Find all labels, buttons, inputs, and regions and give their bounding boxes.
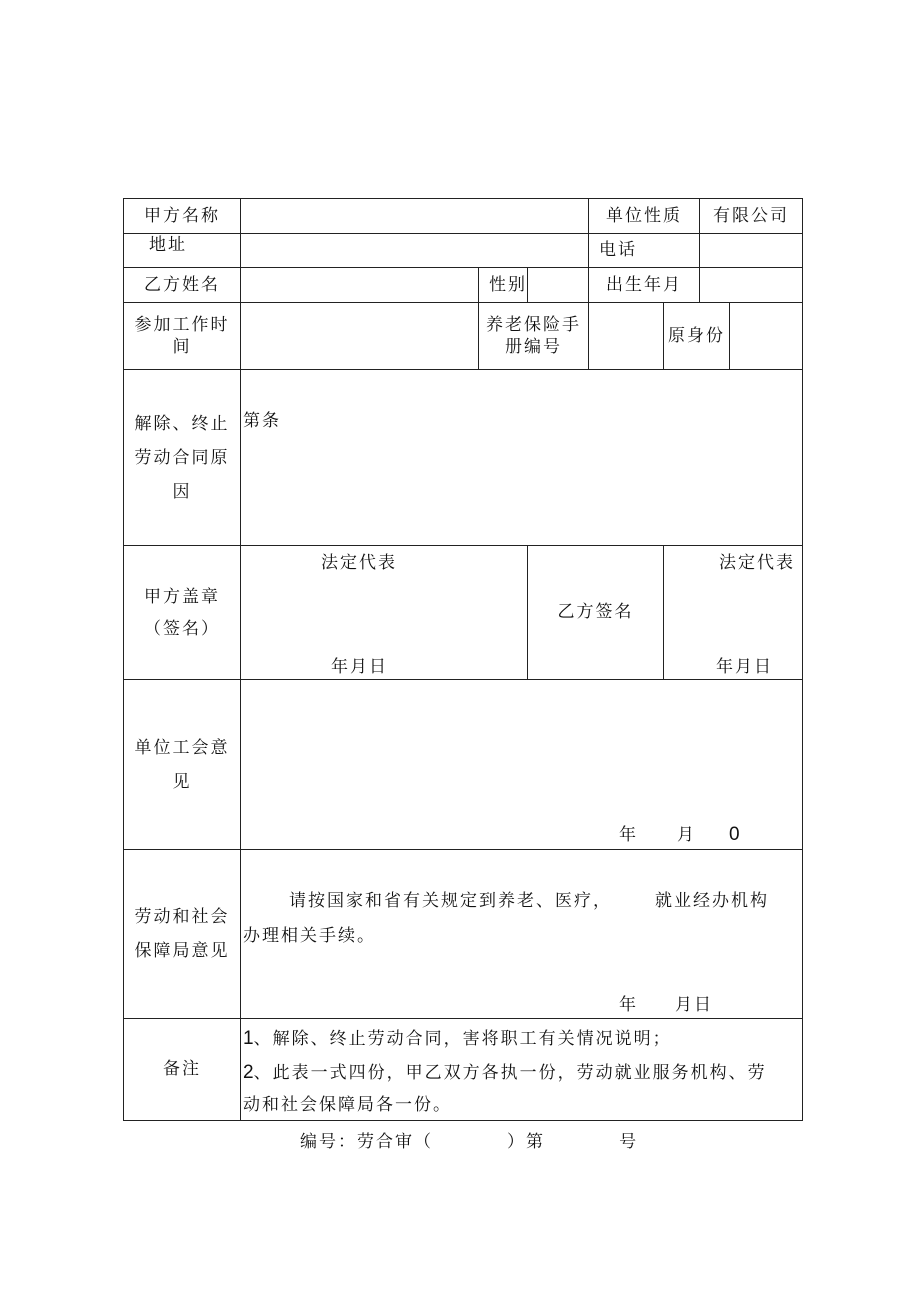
union-opinion-label	[124, 680, 241, 850]
work-start-label	[124, 303, 241, 370]
gender-field[interactable]	[528, 268, 589, 303]
termination-reason-field[interactable]	[241, 370, 803, 546]
address-label	[124, 234, 241, 268]
legal-rep-a: 法定代表	[321, 553, 397, 573]
unit-nature-value[interactable]: 有限公司	[700, 199, 803, 234]
labor-contract-termination-form	[123, 198, 803, 1121]
termination-reason-label	[124, 370, 241, 546]
party-b-sign-field[interactable]	[664, 546, 803, 680]
notes-line2	[243, 1061, 767, 1086]
gender-label: 性别	[479, 268, 528, 303]
unit-nature-label: 单位性质	[589, 199, 700, 234]
union-date-year: 年	[619, 825, 638, 845]
party-a-seal-label	[124, 546, 241, 680]
seal-label-line1: 甲方盖章	[144, 586, 220, 607]
birth-field[interactable]	[700, 268, 803, 303]
bureau-date-month-day: 月日	[675, 995, 713, 1015]
notes-line3: 动和社会保障局各一份。	[243, 1095, 452, 1115]
notes-field	[241, 1019, 803, 1121]
union-label-line1: 单位工会意	[134, 737, 230, 758]
notes-line2-text: 、此表一式四份，甲乙双方各执一份，劳动就业服务机构、劳	[253, 1063, 767, 1083]
reason-label-line2: 劳动合同原	[134, 447, 230, 468]
form-serial-number: 编号：劳合审（ ）第 号	[300, 1132, 639, 1152]
union-date-zero: 0	[729, 824, 740, 845]
notes-line1-text: 、解除、终止劳动合同，害将职工有关情况说明；	[253, 1029, 672, 1049]
notes-line2-number: 2	[243, 1062, 254, 1083]
reason-clause-text: 第条	[243, 411, 281, 431]
seal-date-b: 年月日	[716, 657, 773, 677]
union-date-month: 月	[677, 825, 696, 845]
reason-label-line3: 因	[172, 481, 192, 502]
notes-line1	[243, 1027, 672, 1052]
reason-label-line1: 解除、终止	[134, 413, 230, 434]
seal-date-a: 年月日	[331, 657, 388, 677]
phone-field[interactable]	[700, 234, 803, 268]
bureau-text-line1b: 就业经办机构	[655, 891, 769, 911]
work-start-label-line1: 参加工作时	[134, 314, 230, 335]
bureau-text-line2: 办理相关手续。	[243, 926, 376, 946]
bureau-opinion-field[interactable]	[241, 850, 803, 1019]
pension-number-label	[479, 303, 589, 370]
notes-label: 备注	[124, 1019, 241, 1121]
union-opinion-field[interactable]	[241, 680, 803, 850]
party-b-sign-label: 乙方签名	[528, 546, 664, 680]
address-label-text: 地址	[149, 235, 187, 256]
work-start-field[interactable]	[241, 303, 479, 370]
original-status-label: 原身份	[664, 303, 730, 370]
union-label-line2: 见	[172, 771, 192, 792]
bureau-date-year: 年	[619, 995, 638, 1015]
notes-line1-number: 1	[243, 1028, 254, 1049]
party-a-name-label: 甲方名称	[124, 199, 241, 234]
party-b-name-label: 乙方姓名	[124, 268, 241, 303]
bureau-opinion-label	[124, 850, 241, 1019]
birth-label: 出生年月	[589, 268, 700, 303]
pension-label-line2: 册编号	[505, 337, 562, 357]
address-field[interactable]	[241, 234, 589, 268]
legal-rep-b: 法定代表	[719, 553, 795, 573]
phone-label: 电话	[589, 234, 700, 268]
pension-number-field[interactable]	[589, 303, 664, 370]
party-b-name-field[interactable]	[241, 268, 479, 303]
seal-label-line2: （签名）	[144, 618, 220, 639]
original-status-field[interactable]	[730, 303, 803, 370]
party-a-seal-field[interactable]	[241, 546, 528, 680]
bureau-text-line1: 请按国家和省有关规定到养老、医疗，	[289, 891, 612, 911]
pension-label-line1: 养老保险手	[486, 314, 581, 335]
bureau-label-line2: 保障局意见	[134, 941, 230, 961]
work-start-label-line2: 间	[172, 337, 192, 357]
bureau-label-line1: 劳动和社会	[134, 907, 230, 927]
party-a-name-field[interactable]	[241, 199, 589, 234]
